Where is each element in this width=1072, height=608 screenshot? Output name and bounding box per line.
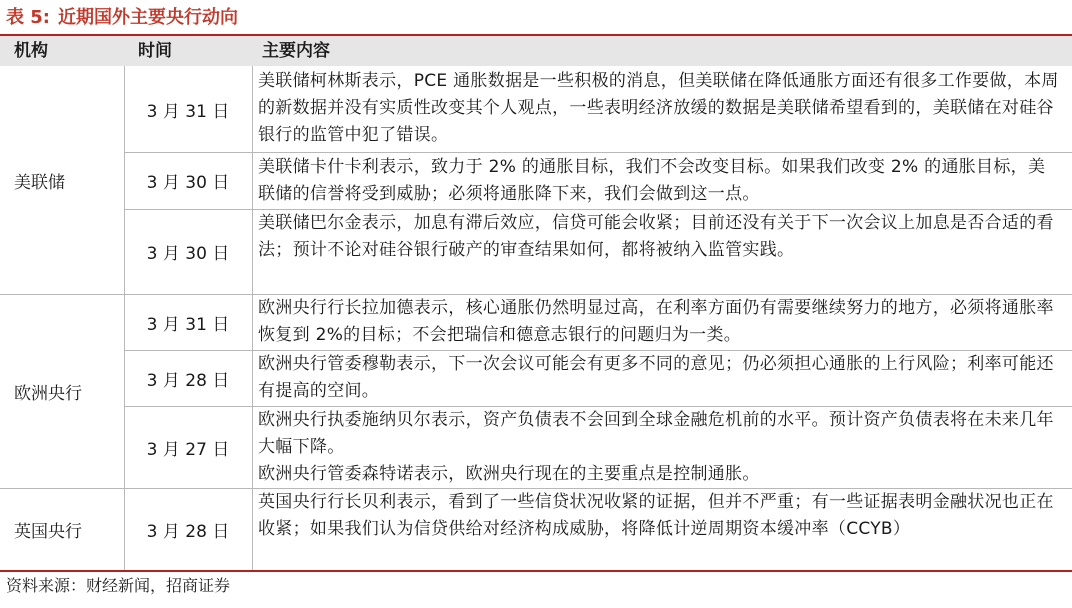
- table-title-text: 近期国外主要央行动向: [58, 7, 238, 28]
- column-divider: [124, 66, 125, 570]
- org-cell-fed: [0, 66, 124, 294]
- table-number: 表 5:: [6, 7, 50, 28]
- column-header-content: 主要内容: [262, 41, 330, 61]
- date-cell: [124, 488, 252, 570]
- date-text: 3 月 28 日: [146, 370, 230, 391]
- date-text: 3 月 27 日: [146, 439, 230, 460]
- org-cell-boe: [0, 488, 124, 570]
- content-cell: [252, 407, 1068, 488]
- row-divider: [124, 209, 1072, 210]
- date-cell: [124, 152, 252, 209]
- source-note: 资料来源：财经新闻，招商证券: [6, 576, 231, 595]
- column-header-org: 机构: [14, 41, 48, 61]
- content-cell: [252, 68, 1068, 150]
- content-text: 美联储柯林斯表示，PCE 通胀数据是一些积极的消息，但美联储在降低通胀方面还有很多工作要做，本周的新数据并没有实质性改变其个人观点，一些表明经济放缓的数据是美联储希望看到的，美联储在对硅谷银行的监管中犯了错误。: [258, 71, 1059, 145]
- row-divider: [124, 152, 1072, 153]
- content-text: 欧洲央行执委施纳贝尔表示，资产负债表不会回到全球金融危机前的水平。预计资产负债表将在未来几年大幅下降。: [258, 410, 1054, 457]
- date-text: 3 月 30 日: [146, 244, 230, 264]
- content-cell: [252, 210, 1068, 292]
- content-text: 欧洲央行管委森特诺表示，欧洲央行现在的主要重点是控制通胀。: [258, 464, 760, 484]
- date-text: 3 月 31 日: [146, 314, 230, 335]
- org-label: 英国央行: [14, 521, 82, 542]
- table-title: [6, 6, 238, 30]
- row-divider: [0, 488, 1072, 489]
- content-text: 欧洲央行行长拉加德表示，核心通胀仍然明显过高，在利率方面仍有需要继续努力的地方，必须将通胀率恢复到 2%的目标；不会把瑞信和德意志银行的问题归为一类。: [258, 298, 1054, 345]
- date-cell: [124, 350, 252, 406]
- content-cell: [252, 154, 1068, 208]
- date-cell: [124, 406, 252, 488]
- row-divider: [124, 406, 1072, 407]
- date-cell: [124, 209, 252, 294]
- org-label: 欧洲央行: [14, 383, 82, 404]
- date-text: 3 月 28 日: [146, 521, 230, 542]
- date-text: 3 月 31 日: [146, 101, 230, 122]
- row-divider: [0, 294, 1072, 295]
- content-cell: [252, 351, 1068, 405]
- column-divider: [252, 66, 253, 570]
- date-cell: [124, 294, 252, 350]
- org-label: 美联储: [14, 172, 65, 193]
- content-text: 英国央行行长贝利表示，看到了一些信贷状况收紧的证据，但并不严重；有一些证据表明金融状况也正在收紧；如果我们认为信贷供给对经济构成威胁，将降低计逆周期资本缓冲率（CCYB）: [258, 492, 1054, 539]
- content-cell: [252, 489, 1068, 570]
- org-cell-ecb: [0, 294, 124, 488]
- row-divider: [124, 350, 1072, 351]
- content-text: 美联储巴尔金表示，加息有滞后效应，信贷可能会收紧；目前还没有关于下一次会议上加息是否合适的看法；预计不论对硅谷银行破产的审查结果如何，都将被纳入监管实践。: [258, 213, 1054, 260]
- table-header: [0, 34, 1072, 66]
- column-header-time: 时间: [138, 41, 172, 61]
- date-cell: [124, 66, 252, 152]
- content-text: 欧洲央行管委穆勒表示，下一次会议可能会有更多不同的意见；仍必须担心通胀的上行风险；利率可能还有提高的空间。: [258, 354, 1054, 401]
- content-text: 美联储卡什卡利表示，致力于 2% 的通胀目标，我们不会改变目标。如果我们改变 2% 的通胀目标，美联储的信誉将受到威胁；必须将通胀降下来，我们会做到这一点。: [258, 157, 1046, 204]
- content-cell: [252, 295, 1068, 349]
- date-text: 3 月 30 日: [146, 173, 230, 193]
